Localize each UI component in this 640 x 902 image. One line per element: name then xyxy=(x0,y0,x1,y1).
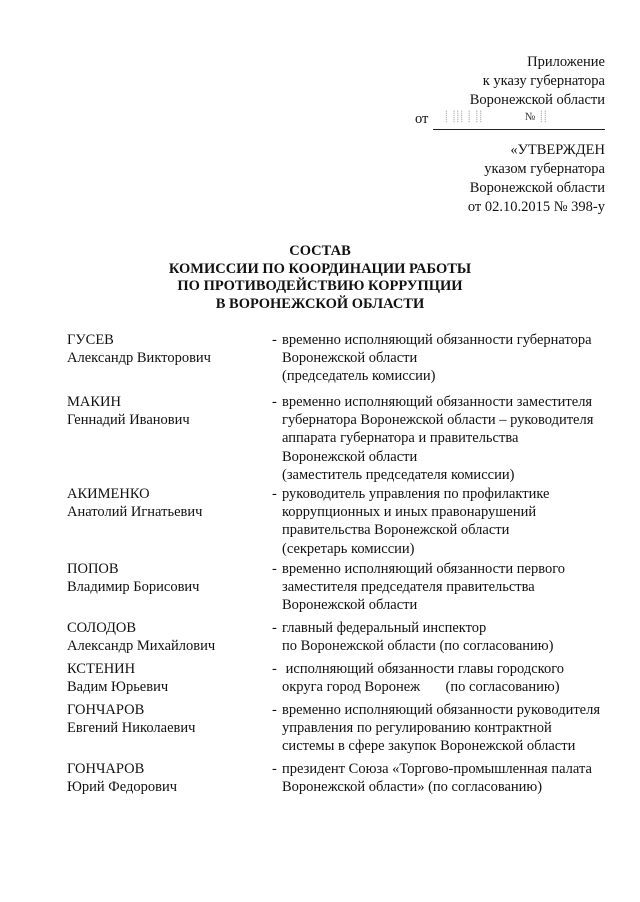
title-line: ПО ПРОТИВОДЕЙСТВИЮ КОРРУПЦИИ xyxy=(177,278,463,294)
role-line: временно исполняющий обязанности руководителя xyxy=(282,702,601,718)
role-line: округа город Воронеж (по согласованию) xyxy=(282,679,560,696)
approved-line: Воронежской области xyxy=(469,180,605,196)
member-surname: КСТЕНИН xyxy=(67,661,136,677)
title-line: КОМИССИИ ПО КООРДИНАЦИИ РАБОТЫ xyxy=(168,260,472,277)
role-line: управления по регулированию контрактной xyxy=(282,720,552,737)
member-given-name: Юрий Федорович xyxy=(67,779,178,796)
separator-dash: - xyxy=(272,702,277,718)
member-given-name: Анатолий Игнатьевич xyxy=(67,504,203,521)
role-line: Воронежской области» (по согласованию) xyxy=(282,779,543,796)
title-line: В ВОРОНЕЖСКОЙ ОБЛАСТИ xyxy=(215,295,425,312)
member-role xyxy=(282,660,627,696)
member-surname: МАКИН xyxy=(67,394,121,410)
role-line: президент Союза «Торгово-промышленная палата xyxy=(282,761,592,777)
member-surname: ПОПОВ xyxy=(67,561,119,577)
role-line: Воронежской области xyxy=(282,350,418,367)
member-role xyxy=(282,331,627,386)
role-line: временно исполняющий обязанности заместителя xyxy=(282,394,593,410)
separator-dash: - xyxy=(272,561,277,577)
role-line: правительства Воронежской области xyxy=(282,522,510,539)
member-role xyxy=(282,701,627,756)
appendix-line: Воронежской области xyxy=(469,92,605,108)
member-surname: ГОНЧАРОВ xyxy=(67,702,145,718)
member-surname: ГОНЧАРОВ xyxy=(67,761,145,777)
appendix-header xyxy=(345,53,605,132)
member-given-name: Александр Викторович xyxy=(67,350,211,367)
member-surname: СОЛОДОВ xyxy=(67,620,137,636)
member-role xyxy=(282,485,627,558)
member-surname: АКИМЕНКО xyxy=(67,486,150,502)
handwritten-date: ⸽ ⸽⸽⸽ ⸽ ⸽⸽ № ⸽⸽ xyxy=(445,111,548,123)
approved-line: указом губернатора xyxy=(484,161,605,177)
number-sign: № xyxy=(524,111,537,123)
separator-dash: - xyxy=(272,661,277,677)
role-line: (секретарь комиссии) xyxy=(282,540,415,557)
from-prefix: от xyxy=(415,111,429,127)
separator-dash: - xyxy=(272,486,277,502)
approved-line: от 02.10.2015 № 398-у xyxy=(467,199,605,215)
member-name xyxy=(67,660,277,696)
approved-stamp-text xyxy=(345,141,605,217)
approved-line: «УТВЕРЖДЕН xyxy=(510,142,605,158)
separator-dash: - xyxy=(272,332,277,348)
role-line: системы в сфере закупок Воронежской области xyxy=(282,738,576,755)
role-line: главный федеральный инспектор xyxy=(282,620,487,636)
member-given-name: Геннадий Иванович xyxy=(67,412,190,429)
member-name xyxy=(67,485,277,521)
member-name xyxy=(67,393,277,429)
separator-dash: - xyxy=(272,394,277,410)
member-given-name: Евгений Николаевич xyxy=(67,720,196,737)
member-role xyxy=(282,619,627,655)
role-line: (заместитель председателя комиссии) xyxy=(282,466,515,483)
member-name xyxy=(67,760,277,796)
member-name xyxy=(67,701,277,737)
role-line: (председатель комиссии) xyxy=(282,368,436,385)
role-line: временно исполняющий обязанности губернатора xyxy=(282,332,592,348)
decree-date-line xyxy=(345,110,605,132)
member-role xyxy=(282,560,627,615)
separator-dash: - xyxy=(272,761,277,777)
role-line: губернатора Воронежской области – руководителя xyxy=(282,412,594,429)
member-name xyxy=(67,560,277,596)
member-given-name: Владимир Борисович xyxy=(67,579,200,596)
member-surname: ГУСЕВ xyxy=(67,332,114,348)
role-line: временно исполняющий обязанности первого xyxy=(282,561,566,577)
document-title xyxy=(0,243,640,313)
member-role xyxy=(282,393,627,484)
role-line: Воронежской области xyxy=(282,597,418,614)
appendix-line: к указу губернатора xyxy=(482,73,605,89)
role-line: аппарата губернатора и правительства xyxy=(282,430,519,447)
title-line: СОСТАВ xyxy=(289,243,351,259)
separator-dash: - xyxy=(272,620,277,636)
member-given-name: Вадим Юрьевич xyxy=(67,679,169,696)
date-underline xyxy=(433,129,605,130)
role-line: заместителя председателя правительства xyxy=(282,579,535,596)
role-line: Воронежской области xyxy=(282,448,418,465)
member-name xyxy=(67,619,277,655)
member-given-name: Александр Михайлович xyxy=(67,638,216,655)
member-role xyxy=(282,760,627,796)
role-line: исполняющий обязанности главы городского xyxy=(282,661,565,677)
appendix-line: Приложение xyxy=(527,54,605,70)
role-line: по Воронежской области (по согласованию) xyxy=(282,638,554,655)
role-line: руководитель управления по профилактике xyxy=(282,486,550,502)
role-line: коррупционных и иных правонарушений xyxy=(282,504,537,521)
member-name xyxy=(67,331,277,367)
